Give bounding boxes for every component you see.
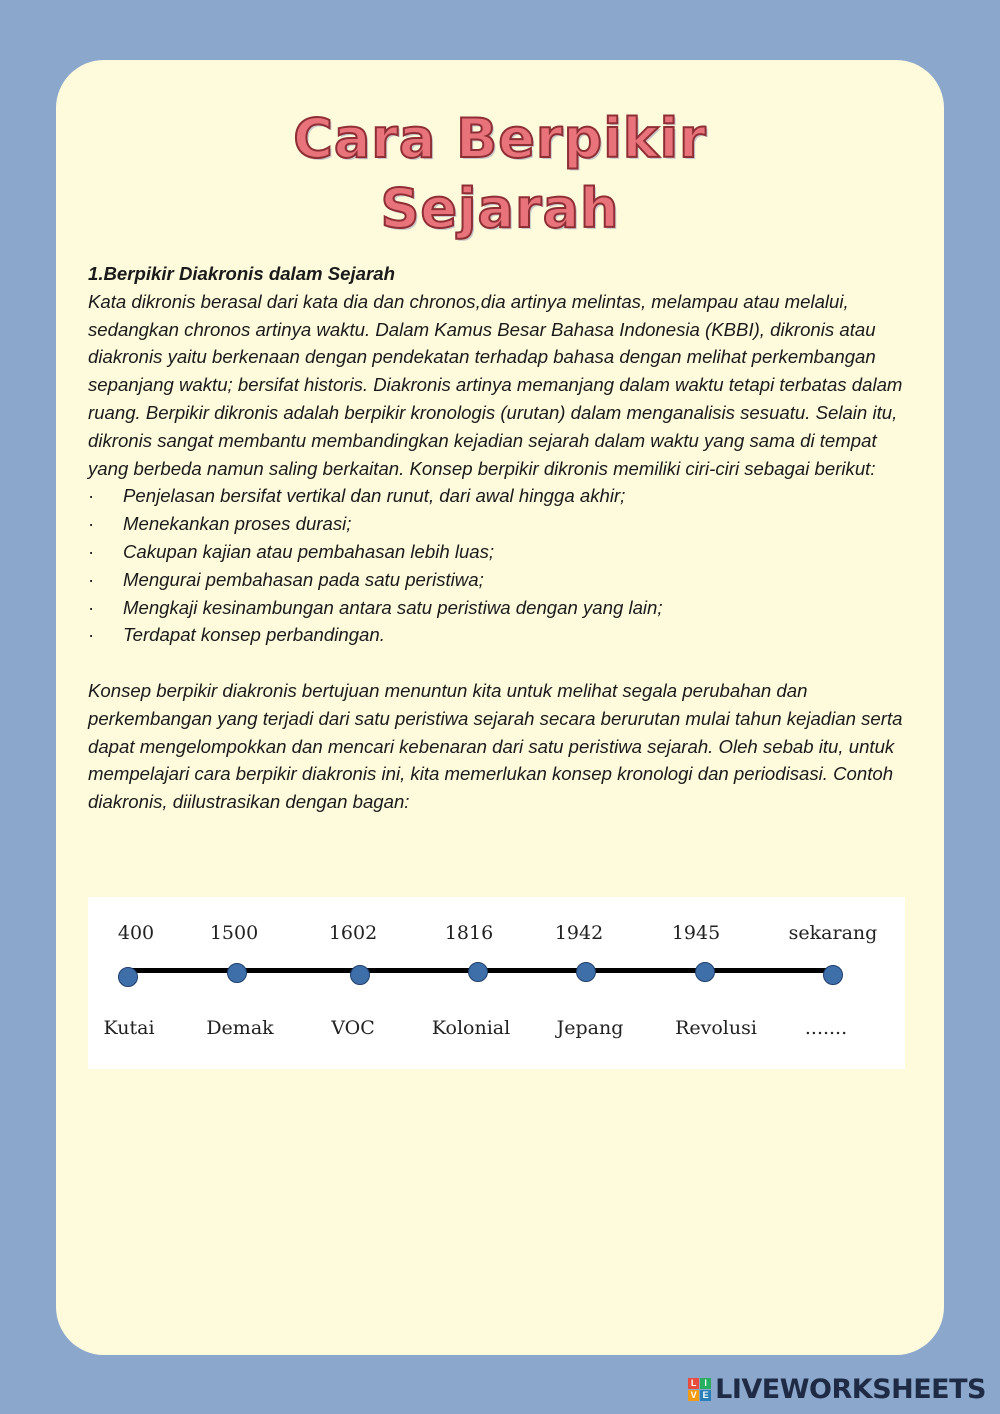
liveworksheets-logo-icon: [688, 1378, 711, 1401]
timeline-year: 1942: [554, 922, 604, 944]
intro-paragraph: Kata dikronis berasal dari kata dia dan chronos,dia artinya melintas, melampau atau melalui, sedangkan chronos artinya waktu. Dalam Kamus Besar Bahasa Indonesia (KBBI), dikronis atau diakronis yaitu berkenaan dengan pendekatan terhadap bahasa dengan melihat perkembangan sepanjang waktu; bersifat historis. Diakronis artinya memanjang dalam waktu tetapi terbatas dalam ruang. Berpikir dikronis adalah berpikir kronologis (urutan) dalam menganalisis sesuatu. Selain itu, dikronis sangat membantu membandingkan kejadian sejarah dalam waktu yang sama di tempat yang berbeda namun saling berkaitan. Konsep berpikir dikronis memiliki ciri-ciri sebagai berikut:: [88, 290, 903, 479]
timeline-node: [227, 963, 247, 983]
timeline-era: Demak: [206, 1017, 274, 1039]
bullet-marker: ·: [88, 513, 95, 535]
timeline-node: [350, 965, 370, 985]
title-line-1: Cara Berpikir: [293, 107, 707, 170]
bullet-marker: ·: [88, 568, 95, 590]
liveworksheets-brand[interactable]: [688, 1372, 986, 1406]
timeline-year: sekarang: [788, 922, 878, 944]
title-line-2: Sejarah: [380, 177, 620, 240]
brand-name: LIVEWORKSHEETS: [715, 1373, 986, 1405]
characteristics-list: [88, 482, 908, 649]
timeline-node: [118, 967, 138, 987]
purpose-paragraph: Konsep berpikir diakronis bertujuan menuntun kita untuk melihat segala perubahan dan perkembangan yang terjadi dari satu peristiwa sejarah secara berurutan mulai tahun kejadian serta dapat mengelompokkan dan mencari kebenaran dari satu peristiwa sejarah. Oleh sebab itu, untuk mempelajari cara berpikir diakronis ini, kita memerlukan konsep kronologi dan periodisasi. Contoh diakronis, diilustrasikan dengan bagan:: [88, 679, 903, 813]
timeline-node: [576, 962, 596, 982]
timeline-era: Kolonial: [431, 1017, 511, 1039]
list-item-text: Penjelasan bersifat vertikal dan runut, dari awal hingga akhir;: [123, 485, 626, 507]
logo-letter: E: [700, 1390, 711, 1401]
bullet-marker: ·: [88, 624, 95, 646]
page-title: [0, 104, 1000, 244]
list-item: [88, 510, 908, 538]
timeline-era: Kutai: [103, 1017, 155, 1039]
list-item-text: Terdapat konsep perbandingan.: [123, 624, 385, 646]
section-heading: 1.Berpikir Diakronis dalam Sejarah: [88, 263, 395, 284]
timeline-diagram: [88, 897, 905, 1069]
timeline-year: 400: [117, 922, 155, 944]
list-item-text: Mengurai pembahasan pada satu peristiwa;: [123, 568, 484, 590]
bullet-marker: ·: [88, 485, 95, 507]
logo-letter: I: [700, 1378, 711, 1389]
list-item: [88, 566, 908, 594]
timeline-year: 1500: [209, 922, 259, 944]
list-item-text: Cakupan kajian atau pembahasan lebih luas;: [123, 540, 495, 562]
timeline-node: [823, 965, 843, 985]
list-item-text: Mengkaji kesinambungan antara satu peristiwa dengan yang lain;: [123, 596, 663, 618]
paragraph-gap: [88, 649, 908, 677]
timeline-era: .......: [804, 1017, 848, 1039]
bullet-marker: ·: [88, 540, 95, 562]
timeline-year: 1816: [444, 922, 494, 944]
timeline-node: [695, 962, 715, 982]
timeline-era: Revolusi: [675, 1017, 757, 1039]
bullet-marker: ·: [88, 596, 95, 618]
timeline-node: [468, 962, 488, 982]
content-body: [88, 260, 908, 816]
list-item-text: Menekankan proses durasi;: [123, 513, 352, 535]
list-item: [88, 538, 908, 566]
list-item: [88, 621, 908, 649]
timeline-era: Jepang: [556, 1017, 624, 1039]
timeline-year: 1602: [328, 922, 378, 944]
list-item: [88, 594, 908, 622]
timeline-year: 1945: [671, 922, 721, 944]
logo-letter: L: [688, 1378, 699, 1389]
timeline-era: VOC: [331, 1017, 375, 1039]
logo-letter: V: [688, 1390, 699, 1401]
list-item: [88, 482, 908, 510]
